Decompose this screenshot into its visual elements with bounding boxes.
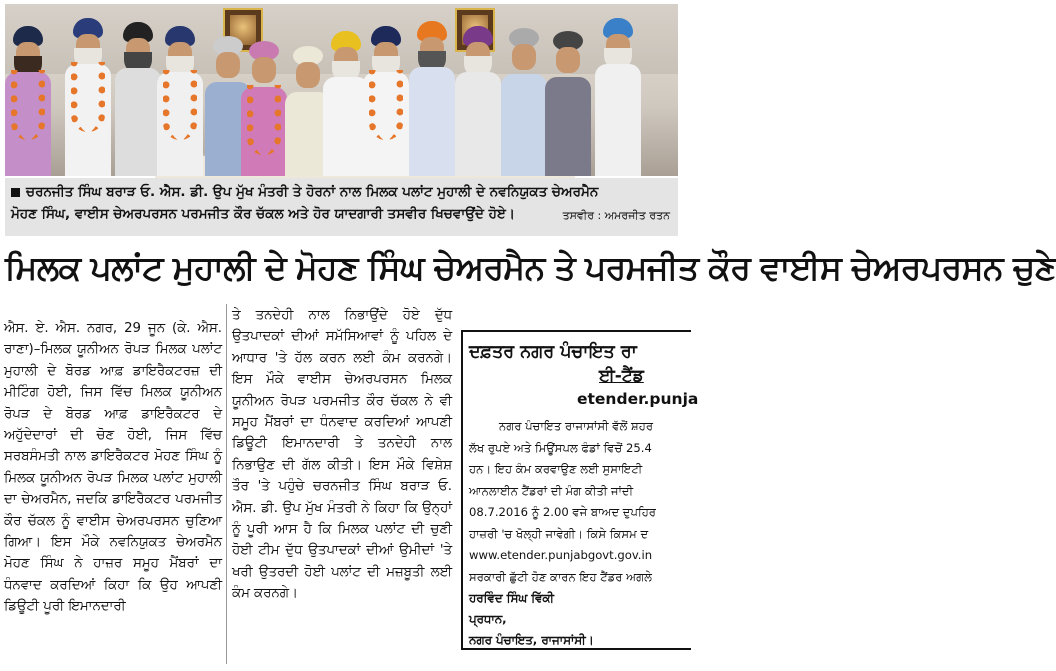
signer-title: ਪ੍ਰਧਾਨ, [469,612,507,626]
photo-person [409,21,455,176]
caption-line-2: ਮੋਹਣ ਸਿੰਘ, ਵਾਈਸ ਚੇਅਰਪਰਸਨ ਪਰਮਜੀਤ ਕੌਰ ਚੱਕਲ ਅਤੇ ਹੋਰ ਯਾਦਗਾਰੀ ਤਸਵੀਰ ਖਿਚਵਾਉਂਦੇ ਹੋਏ। [11,206,515,222]
tender-body [469,416,691,588]
photo-credit: ਤਸਵੀਰ : ਅਮਰਜੀਤ ਰਤਨ [562,209,670,222]
tender-line: ਲੱਖ ਰੁਪਏ ਅਤੇ ਮਿਊਂਸਪਲ ਫੰਡਾਂ ਵਿਚੋਂ 25.4 [469,440,652,455]
photo-person [241,41,287,176]
tender-line: ਨਗਰ ਪੰਚਾਇਤ ਰਾਜਾਸਾਂਸੀ ਵੱਲੋਂ ਸ਼ਹਰ [499,419,654,433]
tender-title: ਦਫ਼ਤਰ ਨਗਰ ਪੰਚਾਇਤ ਰਾ [469,342,637,362]
headline: ਮਿਲਕ ਪਲਾਂਟ ਮੁਹਾਲੀ ਦੇ ਮੋਹਣ ਸਿੰਘ ਚੇਅਰਮੈਨ ਤੇ ਪਰਮਜੀਤ ਕੌਰ ਵਾਈਸ ਚੇਅਰਪਰਸਨ ਚੁਣੇ [5,248,1056,287]
column-divider [226,304,227,664]
tender-line: ਹਨ। ਇਹ ਕੰਮ ਕਰਵਾਉਣ ਲਈ ਸੁਸਾਇਟੀ [469,462,643,476]
photo-caption [5,178,678,236]
photo-person [157,26,203,176]
photo-person [363,26,409,176]
photo-person [455,26,501,176]
photo-person [595,18,641,176]
signer-name: ਹਰਵਿੰਦ ਸਿੰਘ ਵਿੱਕੀ [469,591,554,605]
photo-person [115,22,161,176]
tender-website: etender.punja [577,390,699,408]
square-bullet-icon [11,188,20,197]
tender-line: ਹਾਜ਼ਰੀ 'ਚ ਖੋਲ੍ਹੀ ਜਾਵੇਗੀ। ਕਿਸੇ ਕਿਸਮ ਦ [469,526,649,541]
photo-person [65,18,111,176]
tender-subtitle: ਈ-ਟੈਂਡ [599,366,644,386]
article-column-1: ਐਸ. ਏ. ਐਸ. ਨਗਰ, 29 ਜੂਨ (ਕੇ. ਐਸ. ਰਾਣਾ)–ਮਿਲਕ ਯੂਨੀਅਨ ਰੋਪੜ ਮਿਲਕ ਪਲਾਂਟ ਮੁਹਾਲੀ ਦੇ ਬੋਰਡ ਆਫ਼ ਡਾਇਰੈਕਟਰਜ਼ ਦੀ ਮੀਟਿੰਗ ਹੋਈ, ਜਿਸ ਵਿੱਚ ਮਿਲਕ ਯੂਨੀਅਨ ਰੋਪੜ ਦੇ ਬੋਰਡ ਆਫ਼ ਡਾਇਰੈਕਟਰ ਦੇ ਅਹੁੱਦੇਦਾਰਾਂ ਦੀ ਚੋਣ ਹੋਈ, ਜਿਸ ਵਿੱਚ ਸਰਬਸੰਮਤੀ ਨਾਲ ਡਾਇਰੈਕਟਰ ਮੋਹਣ ਸਿੰਘ ਨੂੰ ਮਿਲਕ ਯੂਨੀਅਨ ਰੋਪੜ ਮਿਲਕ ਪਲਾਂਟ ਮੁਹਾਲੀ ਦਾ ਚੇਅਰਮੈਨ, ਜਦਕਿ ਡਾਇਰੈਕਟਰ ਪਰਮਜੀਤ ਕੌਰ ਚੱਕਲ ਨੂੰ ਵਾਈਸ ਚੇਅਰਪਰਸਨ ਚੁਣਿਆ ਗਿਆ। ਇਸ ਮੌਕੇ ਨਵਨਿਯੁਕਤ ਚੇਅਰਮੈਨ ਮੋਹਣ ਸਿੰਘ ਨੇ ਹਾਜ਼ਰ ਸਮੂਹ ਮੈਂਬਰਾਂ ਦਾ ਧੰਨਵਾਦ ਕਰਦਿਆਂ ਕਿਹਾ ਕਿ ਉਹ ਆਪਣੀ ਡਿਊਟੀ ਪੂਰੀ ਇਮਾਨਦਾਰੀ [4,321,222,615]
photo-person [501,28,547,176]
caption-line-1: ਚਰਨਜੀਤ ਸਿੰਘ ਬਰਾੜ ਓ. ਐਸ. ਡੀ. ਉਪ ਮੁੱਖ ਮੰਤਰੀ ਤੇ ਹੋਰਨਾਂ ਨਾਲ ਮਿਲਕ ਪਲਾਂਟ ਮੁਹਾਲੀ ਦੇ ਨਵਨਿਯੁਕਤ ਚੇਅਰਮੈਨ [26,184,599,200]
tender-line: ਆਨਲਾਈਨ ਟੈਂਡਰਾਂ ਦੀ ਮੰਗ ਕੀਤੀ ਜਾਂਦੀ [469,483,634,498]
news-photo [5,4,678,176]
tender-line: www.etender.punjabgovt.gov.in [469,548,653,562]
photo-person [5,26,51,176]
article-column-2: ਤੇ ਤਨਦੇਹੀ ਨਾਲ ਨਿਭਾਉਂਦੇ ਹੋਏ ਦੁੱਧ ਉਤਪਾਦਕਾਂ ਦੀਆਂ ਸਮੱਸਿਆਵਾਂ ਨੂੰ ਪਹਿਲ ਦੇ ਆਧਾਰ 'ਤੇ ਹੱਲ ਕਰਨ ਲਈ ਕੰਮ ਕਰਨਗੇ। ਇਸ ਮੌਕੇ ਵਾਈਸ ਚੇਅਰਪਰਸਨ ਮਿਲਕ ਯੂਨੀਅਨ ਰੋਪੜ ਪਰਮਜੀਤ ਕੌਰ ਚੱਕਲ ਨੇ ਵੀ ਸਮੂਹ ਮੈਂਬਰਾਂ ਦਾ ਧੰਨਵਾਦ ਕਰਦਿਆਂ ਆਪਣੀ ਡਿਊਟੀ ਇਮਾਨਦਾਰੀ ਤੇ ਤਨਦੇਹੀ ਨਾਲ ਨਿਭਾਉਣ ਦੀ ਗੱਲ ਕੀਤੀ। ਇਸ ਮੌਕੇ ਵਿਸ਼ੇਸ਼ ਤੌਰ 'ਤੇ ਪਹੁੰਚੇ ਚਰਨਜੀਤ ਸਿੰਘ ਬਰਾੜ ਓ. ਐਸ. ਡੀ. ਉਪ ਮੁੱਖ ਮੰਤਰੀ ਨੇ ਕਿਹਾ ਕਿ ਉਨ੍ਹਾਂ ਨੂੰ ਪੂਰੀ ਆਸ ਹੈ ਕਿ ਮਿਲਕ ਪਲਾਂਟ ਦੀ ਚੁਣੀ ਹੋਈ ਟੀਮ ਦੁੱਧ ਉਤਪਾਦਕਾਂ ਦੀਆਂ ਉਮੀਦਾਂ 'ਤੇ ਖਰੀ ਉਤਰਦੀ ਹੋਈ ਪਲਾਂਟ ਦੀ ਮਜ਼ਬੂਤੀ ਲਈ ਕੰਮ ਕਰਨਗੇ। [232,308,452,602]
tender-line: 08.7.2016 ਨੂੰ 2.00 ਵਜੇ ਬਾਅਦ ਦੁਪਹਿਰ [469,505,656,519]
tender-signature [469,588,691,651]
tender-notice [461,330,699,650]
photo-person [545,31,591,176]
signer-office: ਨਗਰ ਪੰਚਾਇਤ, ਰਾਜਾਸਾਂਸੀ। [469,633,594,647]
tender-line: ਸਰਕਾਰੀ ਛੁੱਟੀ ਹੋਣ ਕਾਰਨ ਇਹ ਟੈਂਡਰ ਅਗਲੇ [469,569,652,584]
